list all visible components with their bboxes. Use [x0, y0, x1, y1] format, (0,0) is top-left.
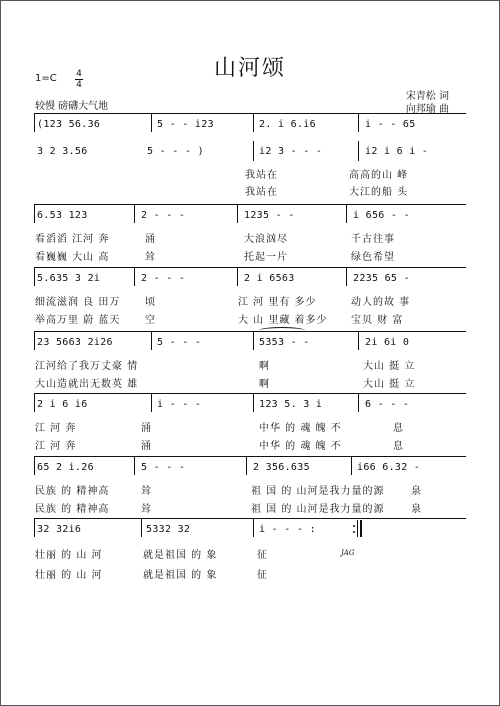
barline — [253, 332, 254, 350]
lyric: 耸 — [141, 486, 152, 497]
lyric: 涌 — [141, 441, 152, 452]
note-measure: 5 - - - — [157, 337, 202, 348]
note-measure: 23 5663 2i26 — [37, 337, 113, 348]
composer-credit: 向邦瑜 曲 — [405, 104, 449, 115]
note-measure: 5 - - - ) — [147, 146, 204, 157]
note-measure: 2i 6i 0 — [365, 337, 410, 348]
lyric: 我站在 — [245, 187, 278, 198]
barline — [346, 268, 347, 286]
barline — [357, 520, 358, 537]
note-measure: i - - 65 — [365, 119, 416, 130]
time-signature — [75, 69, 83, 90]
note-measure: i2 i 6 i - — [365, 146, 429, 157]
staff-top-line — [34, 456, 466, 457]
staff-top-line — [34, 393, 466, 394]
lyric: 中华 的 魂 魄 不 — [259, 423, 342, 434]
lyric: 壮丽 的 山 河 — [35, 570, 103, 581]
lyric: 泉 — [411, 504, 422, 515]
lyric: 托起一片 — [244, 252, 288, 263]
tempo-marking: 较慢 磅礴大气地 — [35, 101, 109, 112]
barline — [358, 332, 359, 350]
barline — [151, 332, 152, 350]
note-measure: 2235 65 - — [353, 273, 410, 284]
lyricist-credit: 宋青松 词 — [405, 91, 449, 102]
lyric: 泉 — [411, 486, 422, 497]
barline — [358, 141, 359, 161]
barline — [246, 457, 247, 475]
barline — [34, 332, 35, 350]
lyric: 壮丽 的 山 河 — [35, 550, 103, 561]
lyric: 江 河 里有 多少 — [238, 297, 317, 308]
note-measure: 65 2 i.26 — [37, 462, 94, 473]
lyric: 涌 — [145, 234, 156, 245]
staff-top-line — [34, 267, 466, 268]
lyric: 民族 的 精神高 — [35, 486, 110, 497]
note-measure: 2 i 6 i6 — [37, 399, 88, 410]
time-numerator: 4 — [76, 69, 82, 79]
barline — [237, 268, 238, 286]
lyric: 耸 — [141, 504, 152, 515]
barline — [253, 519, 254, 537]
barline — [253, 141, 254, 161]
lyric: 大山造就出无数英 雄 — [35, 379, 139, 390]
lyric: 涌 — [141, 423, 152, 434]
barline — [34, 519, 35, 537]
lyric: 空 — [145, 315, 156, 326]
lyric: 大山 挺 立 — [363, 379, 416, 390]
barline — [253, 394, 254, 412]
note-measure: 5332 32 — [146, 524, 191, 535]
lyric: 民族 的 精神高 — [35, 504, 110, 515]
lyric: 啊 — [259, 361, 270, 372]
lyric: 祖 国 的 山河是我力量的源 — [251, 504, 385, 515]
note-measure: 2 - - - — [141, 273, 186, 284]
note-measure: 2 356.635 — [253, 462, 310, 473]
barline — [358, 114, 359, 132]
note-measure: 2 - - - — [141, 210, 186, 221]
note-measure: 5.635 3 2i — [37, 273, 101, 284]
note-measure: 3 2 3.56 — [37, 146, 88, 157]
note-measure: (123 56.36 — [37, 119, 101, 130]
note-measure: 32 32i6 — [37, 524, 82, 535]
note-measure: 2 i 6563 — [244, 273, 295, 284]
note-measure: 5 - - - — [141, 462, 186, 473]
note-measure: 1235 - - — [244, 210, 295, 221]
lyric: 看巍巍 大山 高 — [35, 252, 110, 263]
signature-mark: JAG — [341, 549, 355, 557]
barline — [34, 457, 35, 475]
time-denominator: 4 — [76, 80, 82, 90]
lyric: 啊 — [259, 379, 270, 390]
barline — [351, 457, 352, 475]
staff-top-line — [34, 518, 466, 519]
barline — [34, 268, 35, 286]
repeat-dot — [353, 525, 355, 527]
barline — [34, 394, 35, 412]
lyric: 江河给了我万丈豪 情 — [35, 361, 139, 372]
note-measure: i66 6.32 - — [357, 462, 421, 473]
lyric: 中华 的 魂 魄 不 — [259, 441, 342, 452]
lyric: 大 山 里藏 着多少 — [238, 315, 328, 326]
note-measure: 6.53 123 — [37, 210, 88, 221]
note-measure: 123 5. 3 i — [259, 399, 323, 410]
lyric: 我站在 — [245, 170, 278, 181]
repeat-dot — [353, 531, 355, 533]
thick-barline — [360, 520, 362, 537]
lyric: 大山 挺 立 — [363, 361, 416, 372]
lyric: 大浪汹尽 — [244, 234, 288, 245]
note-measure: i - - - : — [259, 524, 316, 535]
song-title: 山河颂 — [213, 56, 286, 81]
lyric: 高高的山 峰 — [349, 170, 409, 181]
barline — [151, 394, 152, 412]
barline — [346, 205, 347, 223]
lyric: 千古往事 — [351, 234, 395, 245]
barline — [134, 457, 135, 475]
tie-mark — [259, 327, 305, 334]
staff-top-line — [34, 204, 466, 205]
note-measure: i - - - — [157, 399, 202, 410]
note-measure: 5353 - - — [259, 337, 310, 348]
lyric: 就是祖国 的 象 — [143, 550, 218, 561]
barline — [34, 205, 35, 223]
barline — [134, 205, 135, 223]
note-measure: 2. i 6.i6 — [259, 119, 316, 130]
lyric: 耸 — [145, 252, 156, 263]
lyric: 举高万里 蔚 蓝天 — [35, 315, 121, 326]
barline — [151, 114, 152, 132]
lyric: 绿色希望 — [351, 252, 395, 263]
note-measure: i 656 - - — [353, 210, 410, 221]
lyric: 大江的船 头 — [349, 187, 409, 198]
lyric: 征 — [257, 570, 268, 581]
lyric: 江 河 奔 — [35, 423, 77, 434]
barline — [253, 114, 254, 132]
lyric: 江 河 奔 — [35, 441, 77, 452]
staff-top-line — [34, 331, 466, 332]
repeat-sign — [353, 520, 363, 538]
barline — [141, 519, 142, 537]
lyric: 息 — [393, 441, 404, 452]
lyric: 息 — [393, 423, 404, 434]
staff-top-line — [34, 113, 466, 114]
lyric: 宝贝 财 富 — [351, 315, 404, 326]
note-measure: 6 - - - — [365, 399, 410, 410]
barline — [237, 205, 238, 223]
lyric: 看滔滔 江河 奔 — [35, 234, 110, 245]
barline — [34, 114, 35, 132]
note-measure: 5 - - i23 — [157, 119, 214, 130]
lyric: 顷 — [145, 297, 156, 308]
lyric: 动人的故 事 — [351, 297, 411, 308]
barline — [134, 268, 135, 286]
lyric: 就是祖国 的 象 — [143, 570, 218, 581]
barline — [358, 394, 359, 412]
lyric: 细流滋润 良 田万 — [35, 297, 121, 308]
lyric: 征 — [257, 550, 268, 561]
key-signature: 1=C — [35, 73, 57, 84]
note-measure: i2 3 - - - — [259, 146, 323, 157]
lyric: 祖 国 的 山河是我力量的源 — [251, 486, 385, 497]
